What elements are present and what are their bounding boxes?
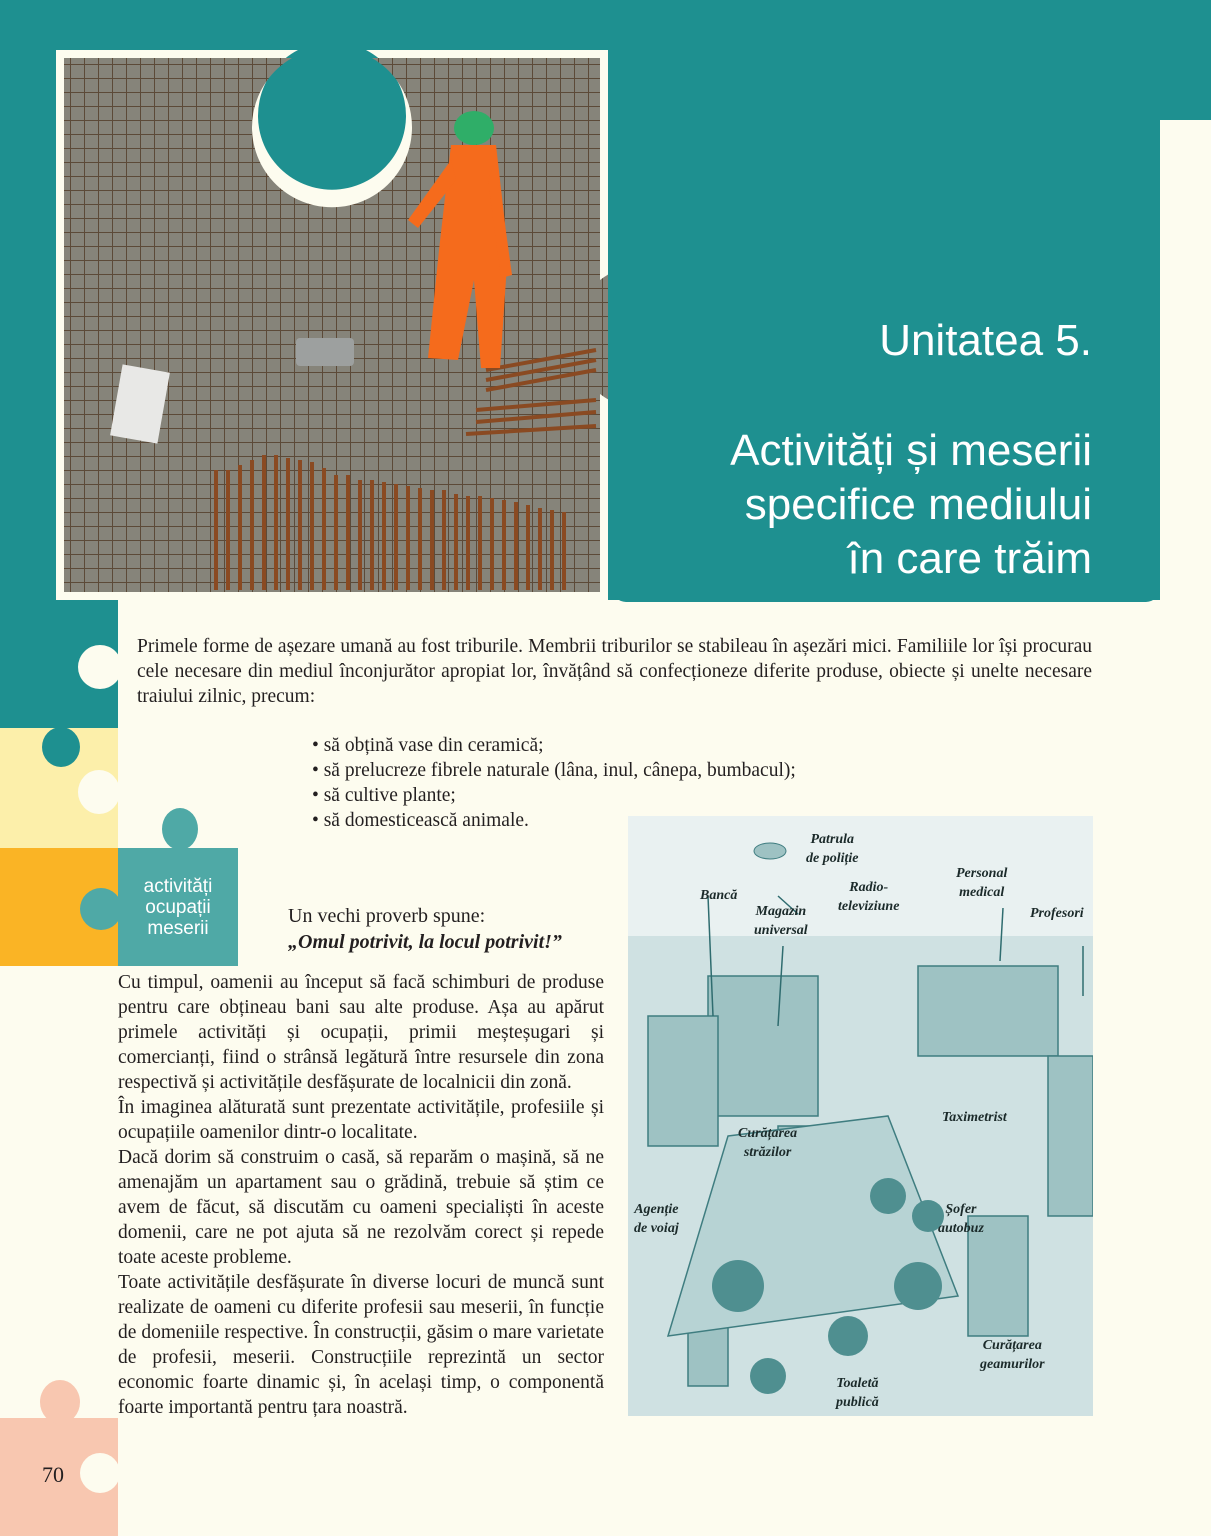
label-magazin: Magazin universal (754, 904, 808, 938)
body-paragraph: Cu timpul, oamenii au început să facă schimburi de produse pentru care obțineau bani sau alte produse. Așa au apărut primele activități și ocupații, primii meșteșugari și comercianți, fiind o strânsă legătură între resursele din zona respectivă și activitățile desfășurate de localnicii din zonă. (118, 972, 604, 1093)
puzzle-knob-teal (78, 645, 122, 689)
list-item: • să prelucreze fibrele naturale (lâna, inul, cânepa, bumbacul); (312, 760, 796, 781)
body-paragraph: În imaginea alăturată sunt prezentate activitățile, profesiile și ocupațiile oamenilor dintr-o localitate. (118, 1097, 604, 1143)
proverb-quote: „Omul potrivit, la locul potrivit!” (288, 931, 562, 953)
proverb-intro: Un vechi proverb spune: (288, 905, 486, 927)
town-illustration (628, 816, 1093, 1416)
label-patrula: Patrula de poliție (806, 832, 859, 866)
puzzle-knob-orange (42, 808, 80, 848)
keyword-ocupatii: ocupații (145, 896, 211, 918)
puzzle-knob-pink-top (40, 1380, 80, 1424)
construction-worker-photo (56, 50, 608, 600)
label-personal: Personal medical (956, 866, 1008, 900)
page-margin-right (1160, 120, 1211, 1536)
label-sofer: Șofer autobuz (938, 1202, 984, 1236)
body-paragraph: Dacă dorim să construim o casă, să reparăm o mașină, să ne amenajăm un apartament sau o grădină, trebuie să știm ce avem de făcut, să discutăm cu oameni specialiști în aceste domenii, care ne pot ajuta să ne rezolvăm corect și repede toate aceste probleme. (118, 1147, 604, 1268)
body-text (118, 970, 604, 1420)
list-item: • să domesticească animale. (312, 810, 529, 831)
unit-title-line-2: specifice mediului (744, 480, 1092, 529)
list-item: • să cultive plante; (312, 785, 456, 806)
label-curatarea-strazilor: Curățarea străzilor (738, 1126, 798, 1160)
unit-number: Unitatea 5. (879, 316, 1092, 365)
keyword-meserii: meserii (147, 917, 209, 939)
puzzle-knob-yellow-right (78, 770, 120, 814)
label-curatarea-geamurilor: Curățarea geamurilor (980, 1338, 1045, 1372)
body-paragraph: Toate activitățile desfășurate în diverse locuri de muncă sunt realizate de oameni cu diferite profesii sau meserii, în funcție de domeniile respective. În construcții, găsim o mare varietate de profesii, meserii. Construcțiile reprezintă un sector economic foarte dinamic și, în același timp, o componentă foarte importantă pentru țara noastră. (118, 1272, 604, 1418)
unit-title-panel (612, 290, 1160, 602)
sidebar-keyword-tag (118, 848, 238, 966)
puzzle-knob-tab-top (162, 808, 198, 850)
unit-title-line-3: în care trăim (847, 534, 1092, 583)
unit-title-line-1: Activități și meserii (730, 426, 1092, 475)
puzzle-knob-yellow (42, 727, 80, 767)
label-toaleta: Toaletă publică (836, 1376, 879, 1410)
keyword-activitati: activități (143, 875, 213, 897)
page-number: 70 (42, 1462, 64, 1487)
label-agentie: Agenție de voiaj (634, 1202, 679, 1236)
puzzle-knob-pink-right (80, 1453, 120, 1493)
intro-paragraph: Primele forme de așezare umană au fost triburile. Membrii triburilor se stabileau în așezări mici. Familiile lor își procurau cele necesare din mediul înconjurător apropiat lor, învățând să confecționeze diferite produse, obiecte și unelte necesare traiului zilnic, precum: (137, 636, 1092, 707)
label-banca: Bancă (700, 888, 738, 903)
label-radio: Radio- televiziune (838, 880, 900, 914)
label-taximetrist: Taximetrist (942, 1110, 1007, 1125)
list-item: • să obțină vase din ceramică; (312, 735, 544, 756)
label-profesori: Profesori (1030, 906, 1084, 921)
puzzle-knob-tab-left (80, 888, 122, 930)
